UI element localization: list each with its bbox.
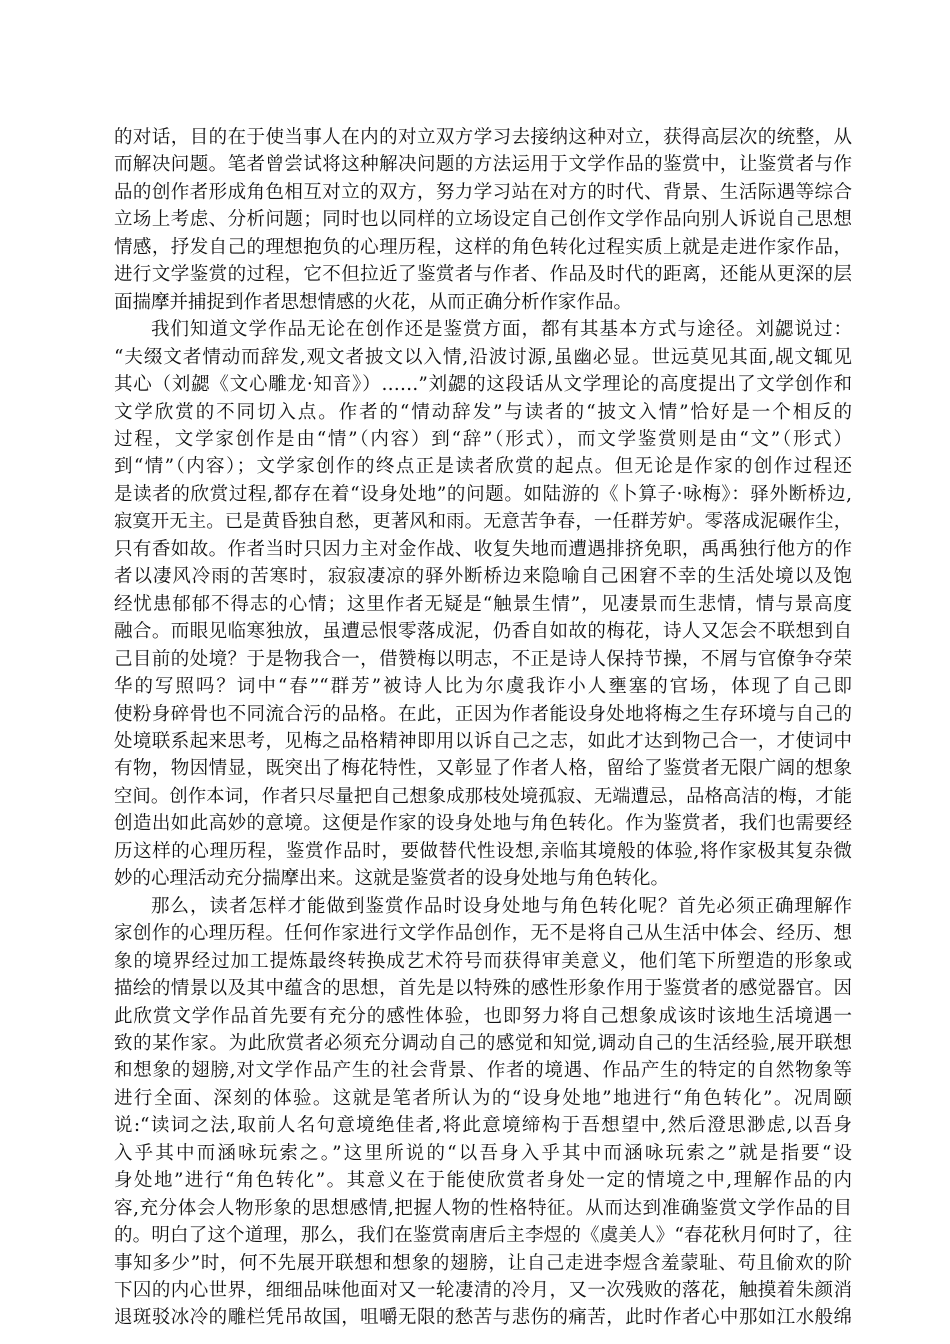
text-line: 那么，读者怎样才能做到鉴赏作品时设身处地与角色转化呢？首先必须正确理解作 (151, 895, 852, 917)
text-line: 华的写照吗？词中“春”“群芳”被诗人比为尔虞我诈小人壅塞的官场，体现了自己即 (114, 676, 852, 698)
text-line: “夫缀文者情动而辞发,观文者披文以入情,沿波讨源,虽幽必显。世远莫见其面,觇文辄见 (114, 346, 852, 368)
text-line: 有物，物因情显，既突出了梅花特性，又彰显了作者人格，留给了鉴赏者无限广阔的想象 (114, 758, 852, 780)
paragraph (114, 316, 852, 893)
text-line: 融合。而眼见临寒独放，虽遭忌恨零落成泥，仍香自如故的梅花，诗人又怎会不联想到自 (114, 621, 852, 643)
text-line: 妙的心理活动充分揣摩出来。这就是鉴赏者的设身处地与角色转化。 (114, 868, 670, 890)
text-line: 而解决问题。笔者曾尝试将这种解决问题的方法运用于文学作品的鉴赏中，让鉴赏者与作 (114, 154, 852, 176)
text-line: 象的境界经过加工提炼最终转换成艺术符号而获得审美意义，他们笔下所塑造的形象或 (114, 950, 852, 972)
text-line: 品的创作者形成角色相互对立的双方，努力学习站在对方的时代、背景、生活际遇等综合 (114, 181, 852, 203)
text-line: 和想象的翅膀,对文学作品产生的社会背景、作者的境遇、作品产生的特定的自然物象等 (114, 1060, 852, 1082)
text-line: 我们知道文学作品无论在创作还是鉴赏方面，都有其基本方式与途径。刘勰说过： (151, 319, 852, 341)
text-line: 立场上考虑、分析问题；同时也以同样的立场设定自己创作文学作品向别人诉说自己思想 (114, 209, 852, 231)
text-line: 家创作的心理历程。任何作家进行文学作品创作，无不是将自己从生活中体会、经历、想 (114, 923, 852, 945)
document-page (114, 124, 852, 1332)
text-line: 处境联系起来思考，见梅之品格精神即用以诉自己之志，如此才达到物己合一，才使词中 (114, 730, 852, 752)
text-line: 使粉身碎骨也不同流合污的品格。在此，正因为作者能设身处地将梅之生存环境与自己的 (114, 703, 852, 725)
text-line: 空间。创作本词，作者只尽量把自己想象成那枝处境孤寂、无端遭忌，品格高洁的梅，才能 (114, 785, 852, 807)
text-line: 的对话，目的在于使当事人在内的对立双方学习去接纳这种对立，获得高层次的统整，从 (114, 127, 852, 148)
text-line: 只有香如故。作者当时只因力主对金作战、收复失地而遭遇排挤免职，禹禹独行他方的作 (114, 538, 852, 560)
text-line: 经忧患郁郁不得志的心情；这里作者无疑是“触景生情”，见凄景而生悲情，情与景高度 (114, 593, 852, 615)
text-line: 己目前的处境？于是物我合一，借赞梅以明志，不正是诗人保持节操，不屑与官僚争夺荣 (114, 648, 852, 670)
text-line: 身处地”进行“角色转化”。其意义在于能使欣赏者身处一定的情境之中,理解作品的内 (114, 1170, 852, 1192)
text-line: 致的某作家。为此欣赏者必须充分调动自己的感觉和知觉,调动自己的生活经验,展开联想 (114, 1032, 852, 1054)
text-line: 事知多少”时，何不先展开联想和想象的翅膀，让自己走进李煜含羞蒙耻、苟且偷欢的阶 (114, 1252, 852, 1274)
paragraph (114, 124, 852, 316)
text-line: 寂寞开无主。已是黄昏独自愁，更著风和雨。无意苦争春，一任群芳妒。零落成泥碾作尘， (114, 511, 852, 533)
text-line: 历这样的心理历程，鉴赏作品时，要做替代性设想,亲临其境般的体验,将作家极其复杂微 (114, 840, 852, 862)
text-line: 创造出如此高妙的意境。这便是作家的设身处地与角色转化。作为鉴赏者，我们也需要经 (114, 813, 852, 835)
text-line: 的。明白了这个道理，那么，我们在鉴赏南唐后主李煜的《虞美人》“春花秋月何时了，往 (114, 1225, 852, 1247)
text-line: 其心（刘勰《文心雕龙·知音》）……”刘勰的这段话从文学理论的高度提出了文学创作和 (114, 374, 852, 396)
text-line: 是读者的欣赏过程,都存在着“设身处地”的问题。如陆游的《卜算子·咏梅》：驿外断桥边, (114, 483, 852, 505)
paragraph (114, 893, 852, 1332)
text-line: 说:“读词之法,取前人名句意境绝佳者,将此意境缔构于吾想望中,然后澄思渺虑,以吾身 (114, 1115, 852, 1137)
text-line: 退斑驳冰冷的雕栏凭吊故国，咀嚼无限的愁苦与悲伤的痛苦，此时作者心中那如江水般绵 (114, 1307, 852, 1329)
text-line: 文学欣赏的不同切入点。作者的“情动辞发”与读者的“披文入情”恰好是一个相反的 (114, 401, 852, 423)
text-line: 者以凄风冷雨的苦寒时，寂寂凄凉的驿外断桥边来隐喻自己困窘不幸的生活处境以及饱 (114, 566, 852, 588)
text-line: 到“情”（内容）；文学家创作的终点正是读者欣赏的起点。但无论是作家的创作过程还 (114, 456, 852, 478)
text-line: 入乎其中而涵咏玩索之。”这里所说的“以吾身入乎其中而涵咏玩索之”就是指要“设 (114, 1142, 852, 1164)
text-line: 面揣摩并捕捉到作者思想情感的火花，从而正确分析作家作品。 (114, 291, 633, 313)
text-line: 进行全面、深刻的体验。这就是笔者所认为的“设身处地”地进行“角色转化”。况周颐 (114, 1087, 852, 1109)
text-line: 下囚的内心世界，细细品味他面对又一轮凄清的冷月，又一次残败的落花，触摸着朱颜消 (114, 1280, 852, 1302)
text-line: 过程，文学家创作是由“情”（内容）到“辞”（形式），而文学鉴赏则是由“文”（形式） (114, 428, 852, 450)
text-line: 此欣赏文学作品首先要有充分的感性体验，也即努力将自己想象成该时该地生活境遇一 (114, 1005, 852, 1027)
text-line: 容,充分体会人物形象的思想感情,把握人物的性格特征。从而达到准确鉴赏文学作品的目 (114, 1197, 852, 1219)
text-line: 描绘的情景以及其中蕴含的思想，首先是以特殊的感性形象作用于鉴赏者的感觉器官。因 (114, 978, 852, 1000)
text-line: 进行文学鉴赏的过程，它不但拉近了鉴赏者与作者、作品及时代的距离，还能从更深的层 (114, 264, 852, 286)
text-line: 情感，抒发自己的理想抱负的心理历程，这样的角色转化过程实质上就是走进作家作品， (114, 236, 852, 258)
